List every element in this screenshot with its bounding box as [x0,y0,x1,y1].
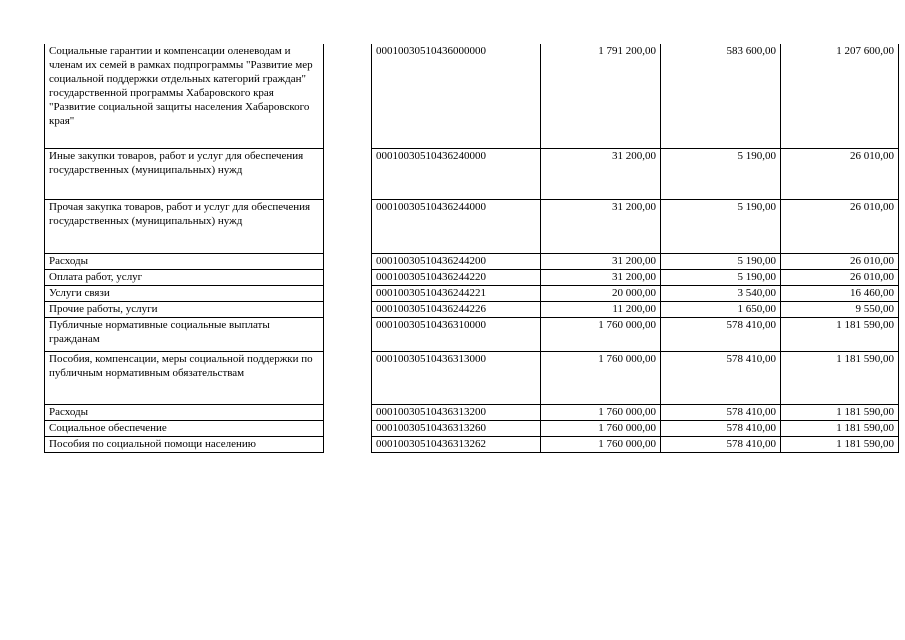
row-approved: 20 000,00 [541,285,661,301]
row-code: 00010030510436244220 [372,269,541,285]
row-executed: 5 190,00 [661,199,781,253]
row-name: Иные закупки товаров, работ и услуг для обеспечения государственных (муниципальных) нужд [45,148,324,199]
row-remaining: 1 181 590,00 [781,404,899,420]
table-row [45,317,899,351]
table-row [45,436,899,452]
table-row [45,351,899,404]
row-approved: 31 200,00 [541,269,661,285]
column-gap [324,269,372,285]
row-remaining: 1 181 590,00 [781,351,899,404]
table-row [45,253,899,269]
row-executed: 578 410,00 [661,420,781,436]
table-row [45,420,899,436]
row-code: 00010030510436000000 [372,44,541,148]
row-approved: 31 200,00 [541,148,661,199]
row-remaining: 1 207 600,00 [781,44,899,148]
row-remaining: 9 550,00 [781,301,899,317]
row-remaining: 26 010,00 [781,199,899,253]
row-approved: 1 760 000,00 [541,351,661,404]
column-gap [324,301,372,317]
column-gap [324,44,372,148]
row-code: 00010030510436313000 [372,351,541,404]
row-name: Прочая закупка товаров, работ и услуг для обеспечения государственных (муниципальных) нужд [45,199,324,253]
row-approved: 11 200,00 [541,301,661,317]
row-executed: 1 650,00 [661,301,781,317]
row-name: Социальное обеспечение [45,420,324,436]
column-gap [324,317,372,351]
row-code: 00010030510436244200 [372,253,541,269]
row-remaining: 26 010,00 [781,148,899,199]
table-row [45,44,899,148]
row-approved: 1 760 000,00 [541,317,661,351]
table-row [45,301,899,317]
table-row [45,404,899,420]
row-remaining: 16 460,00 [781,285,899,301]
row-name: Услуги связи [45,285,324,301]
row-code: 00010030510436244000 [372,199,541,253]
column-gap [324,253,372,269]
column-gap [324,436,372,452]
column-gap [324,404,372,420]
row-remaining: 26 010,00 [781,253,899,269]
row-code: 00010030510436310000 [372,317,541,351]
table-row [45,148,899,199]
row-approved: 31 200,00 [541,199,661,253]
table-row [45,199,899,253]
row-executed: 578 410,00 [661,317,781,351]
row-executed: 5 190,00 [661,148,781,199]
row-approved: 1 791 200,00 [541,44,661,148]
column-gap [324,148,372,199]
row-remaining: 1 181 590,00 [781,317,899,351]
table-row [45,269,899,285]
row-executed: 5 190,00 [661,253,781,269]
column-gap [324,285,372,301]
row-code: 00010030510436313200 [372,404,541,420]
row-name: Пособия, компенсации, меры социальной поддержки по публичным нормативным обязательствам [45,351,324,404]
row-name: Социальные гарантии и компенсации оленеводам и членам их семей в рамках подпрограммы "Развитие мер социальной поддержки отдельных категорий граждан" государственной программы Хабаровского края "Развитие социальной защиты населения Хабаровского края" [45,44,324,148]
row-name: Расходы [45,253,324,269]
row-name: Пособия по социальной помощи населению [45,436,324,452]
row-name: Публичные нормативные социальные выплаты гражданам [45,317,324,351]
row-approved: 1 760 000,00 [541,436,661,452]
row-remaining: 1 181 590,00 [781,420,899,436]
row-code: 00010030510436244221 [372,285,541,301]
row-approved: 1 760 000,00 [541,404,661,420]
budget-execution-table [44,44,899,453]
row-approved: 31 200,00 [541,253,661,269]
row-executed: 578 410,00 [661,436,781,452]
row-name: Расходы [45,404,324,420]
row-remaining: 26 010,00 [781,269,899,285]
column-gap [324,420,372,436]
row-code: 00010030510436244226 [372,301,541,317]
row-code: 00010030510436313260 [372,420,541,436]
row-executed: 583 600,00 [661,44,781,148]
row-remaining: 1 181 590,00 [781,436,899,452]
row-executed: 578 410,00 [661,351,781,404]
column-gap [324,199,372,253]
row-name: Оплата работ, услуг [45,269,324,285]
row-executed: 3 540,00 [661,285,781,301]
row-executed: 578 410,00 [661,404,781,420]
row-executed: 5 190,00 [661,269,781,285]
table-row [45,285,899,301]
row-code: 00010030510436240000 [372,148,541,199]
column-gap [324,351,372,404]
row-approved: 1 760 000,00 [541,420,661,436]
row-code: 00010030510436313262 [372,436,541,452]
row-name: Прочие работы, услуги [45,301,324,317]
